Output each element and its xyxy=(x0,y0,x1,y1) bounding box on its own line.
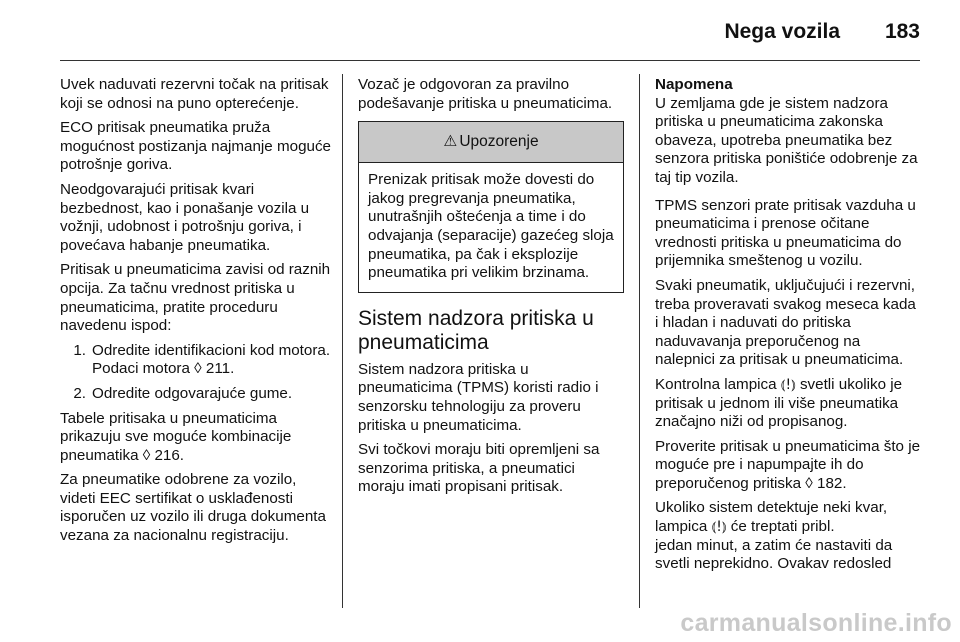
paragraph-text: će treptati pribl. xyxy=(726,518,835,536)
tpms-warning-icon: ⦅!⦆ xyxy=(780,376,796,393)
list-number: 1. xyxy=(73,341,86,359)
list-item xyxy=(60,342,332,379)
column-1 xyxy=(60,76,332,552)
tpms-warning-icon: ⦅!⦆ xyxy=(711,519,727,536)
warning-triangle-icon: ⚠ xyxy=(443,132,458,150)
paragraph-text: lampica xyxy=(655,518,712,536)
note-block xyxy=(655,76,923,188)
paragraph: Pritisak u pneumaticima zavisi od raznih opcija. Za tačnu vrednost pritiska u pneumaticima, pratite proceduru navedenu ispod: xyxy=(60,261,331,335)
paragraph: Neodgovarajući pritisak kvari bezbednost, kao i ponašanje vozila u vožnji, udobnost i potrošnju goriva, i povećava habanje pneumatika. xyxy=(60,180,310,254)
paragraph-text: svetli ukoliko je pritisak u jednom ili više pneumatika značajno niži od propisanog. xyxy=(655,375,903,431)
note-text: U zemljama gde je sistem nadzora pritiska u pneumaticima zakonska obaveza, upotreba pneumatika bez senzora pritiska poništiće odobrenje za taj tip vozila. xyxy=(655,94,918,186)
paragraph: Tabele pritisaka u pneumaticima prikazuju sve moguće kombinacije pneumatika ◊ 216. xyxy=(60,409,292,464)
note-label: Napomena xyxy=(655,76,733,93)
page-title: Nega vozila xyxy=(724,20,840,43)
paragraph: Sistem nadzora pritiska u pneumaticima (TPMS) koristi radio i senzorsku tehnologiju za proveru pritiska u pneumaticima. xyxy=(358,360,599,434)
warning-text: Prenizak pritisak može dovesti do jakog pregrevanja pneumatika, unutrašnjih oštećenja a time i do odvajanja (separacije) gazećeg sloja pneumatika, pa čak i eksplozije pneumatika pri velikim brzinama. xyxy=(368,171,614,282)
paragraph: Svaki pneumatik, uključujući i rezervni, treba proveravati svakog meseca kada i hladan i naduvati do pritiska naduvavanja preporučenog na nalepnici za pritisak u pneumaticima. xyxy=(655,276,916,369)
column-3 xyxy=(655,76,923,580)
paragraph: Svi točkovi moraju biti opremljeni sa senzorima pritiska, a pneumatici moraju imati propisani pritisak. xyxy=(358,441,600,496)
paragraph xyxy=(655,499,923,573)
warning-title: Upozorenje xyxy=(459,132,539,150)
watermark: carmanualsonline.info xyxy=(680,609,952,637)
paragraph-text: Ukoliko sistem detektuje neki kvar, xyxy=(655,499,888,517)
paragraph: Proverite pritisak u pneumaticima što je moguće pre i napumpajte ih do preporučenog pritiska ◊ 182. xyxy=(655,437,921,492)
paragraph: Uvek naduvati rezervni točak na pritisak koji se odnosi na puno opterećenje. xyxy=(60,76,329,112)
column-divider-2 xyxy=(639,74,640,608)
column-divider-1 xyxy=(342,74,343,608)
paragraph-text: jedan minut, a zatim će nastaviti da svetli neprekidno. Ovakav redosled xyxy=(655,536,893,573)
paragraph: ECO pritisak pneumatika pruža mogućnost postizanja najmanje moguće potrošnje goriva. xyxy=(60,119,332,174)
list-text: Odredite odgovarajuće gume. xyxy=(92,384,293,402)
warning-box xyxy=(358,121,624,293)
section-heading: Sistem nadzora pritiska u pneumaticima xyxy=(358,306,594,354)
column-2 xyxy=(358,76,624,503)
page-number: 183 xyxy=(884,20,920,43)
paragraph-text: Kontrolna lampica xyxy=(655,375,781,393)
page-header xyxy=(60,0,920,61)
warning-header xyxy=(359,122,623,163)
list-item xyxy=(60,385,332,404)
paragraph: Za pneumatike odobrene za vozilo, videti EEC sertifikat o usklađenosti isporučen uz vozilo ili druga dokumenta vezana za nacionalnu registraciju. xyxy=(60,471,326,545)
paragraph: TPMS senzori prate pritisak vazduha u pneumaticima i prenose očitane vrednosti pritiska u pneumaticima do prijemnika smeštenog u vozilu. xyxy=(655,196,916,270)
paragraph xyxy=(655,376,923,432)
list-text: Odredite identifikacioni kod motora. Podaci motora ◊ 211. xyxy=(92,341,331,378)
paragraph: Vozač je odgovoran za pravilno podešavanje pritiska u pneumaticima. xyxy=(358,76,613,112)
list-number: 2. xyxy=(73,384,86,402)
